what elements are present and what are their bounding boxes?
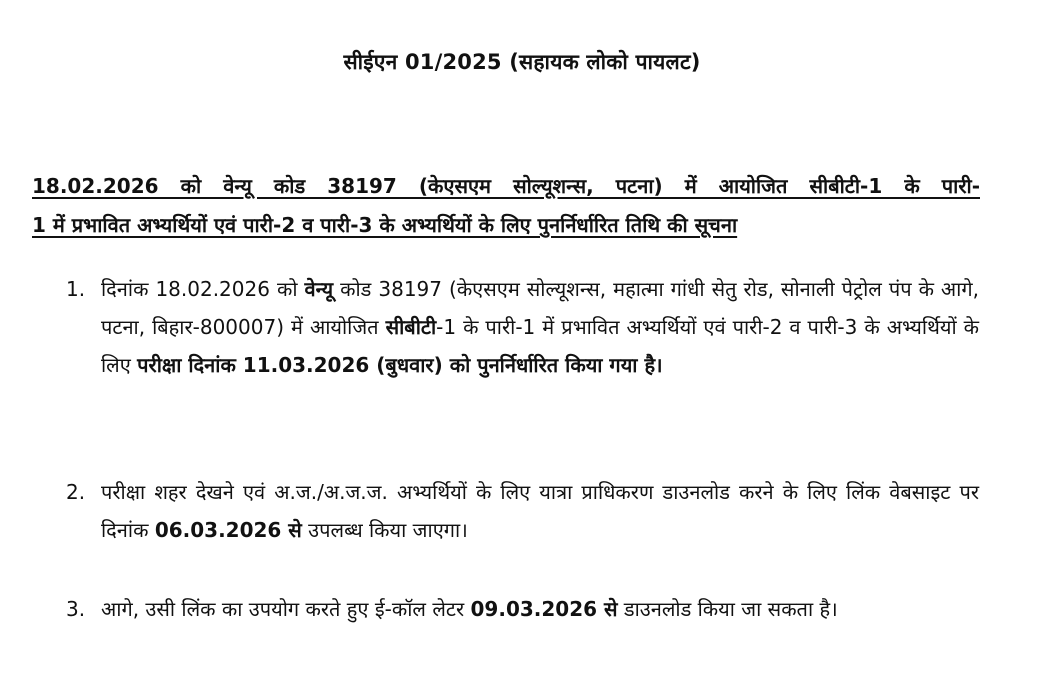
item-3-number: 3.: [66, 597, 86, 621]
item-1-bold-c: परीक्षा दिनांक 11.03.2026 (बुधवार) को पुनर्निर्धारित किया गया है।: [137, 353, 663, 377]
item-2-number: 2.: [66, 480, 86, 504]
subject-line-1: 18.02.2026 को वेन्यू कोड 38197 (केएसएम सोल्यूशन्स, पटना) में आयोजित सीबीटी-1 के पारी-: [32, 174, 980, 198]
notice-title: सीईएन 01/2025 (सहायक लोको पायलट): [343, 50, 701, 74]
item-2-part-b: उपलब्ध किया जाएगा।: [301, 518, 468, 542]
item-1-bold-a: वेन्यू: [304, 277, 334, 301]
item-3-text: [101, 590, 979, 628]
item-3-part-a: आगे, उसी लिंक का उपयोग करते हुए ई-कॉल लेटर: [101, 597, 471, 621]
item-1-part-a: दिनांक 18.02.2026 को: [101, 277, 305, 301]
item-2-text: [101, 473, 979, 549]
item-1-text: [101, 270, 979, 384]
item-2-part-a: परीक्षा शहर देखने एवं अ.ज./अ.ज.ज. अभ्यर्थियों के लिए यात्रा प्राधिकरण डाउनलोड करने के लिए लिंक वेबसाइट पर दिनांक: [101, 480, 979, 542]
item-1-bold-b: सीबीटी: [385, 315, 437, 339]
item-1-part-c: -1 के पारी-1 में प्रभावित अभ्यर्थियों एवं पारी-2 व पारी-3 के अभ्यर्थियों के लिए: [101, 315, 979, 377]
item-3-bold-a: 09.03.2026 से: [470, 597, 618, 621]
subject-line-2: 1 में प्रभावित अभ्यर्थियों एवं पारी-2 व पारी-3 के अभ्यर्थियों के लिए पुनर्निर्धारित तिथि की सूचना: [32, 213, 738, 237]
item-2-bold-a: 06.03.2026 से: [154, 518, 302, 542]
item-1-part-b: कोड 38197 (केएसएम सोल्यूशन्स, महात्मा गांधी सेतु रोड, सोनाली पेट्रोल पंप के आगे, पटना, बिहार-800007) में आयोजित: [101, 277, 979, 339]
item-3-part-b: डाउनलोड किया जा सकता है।: [617, 597, 838, 621]
item-1-number: 1.: [66, 277, 86, 301]
